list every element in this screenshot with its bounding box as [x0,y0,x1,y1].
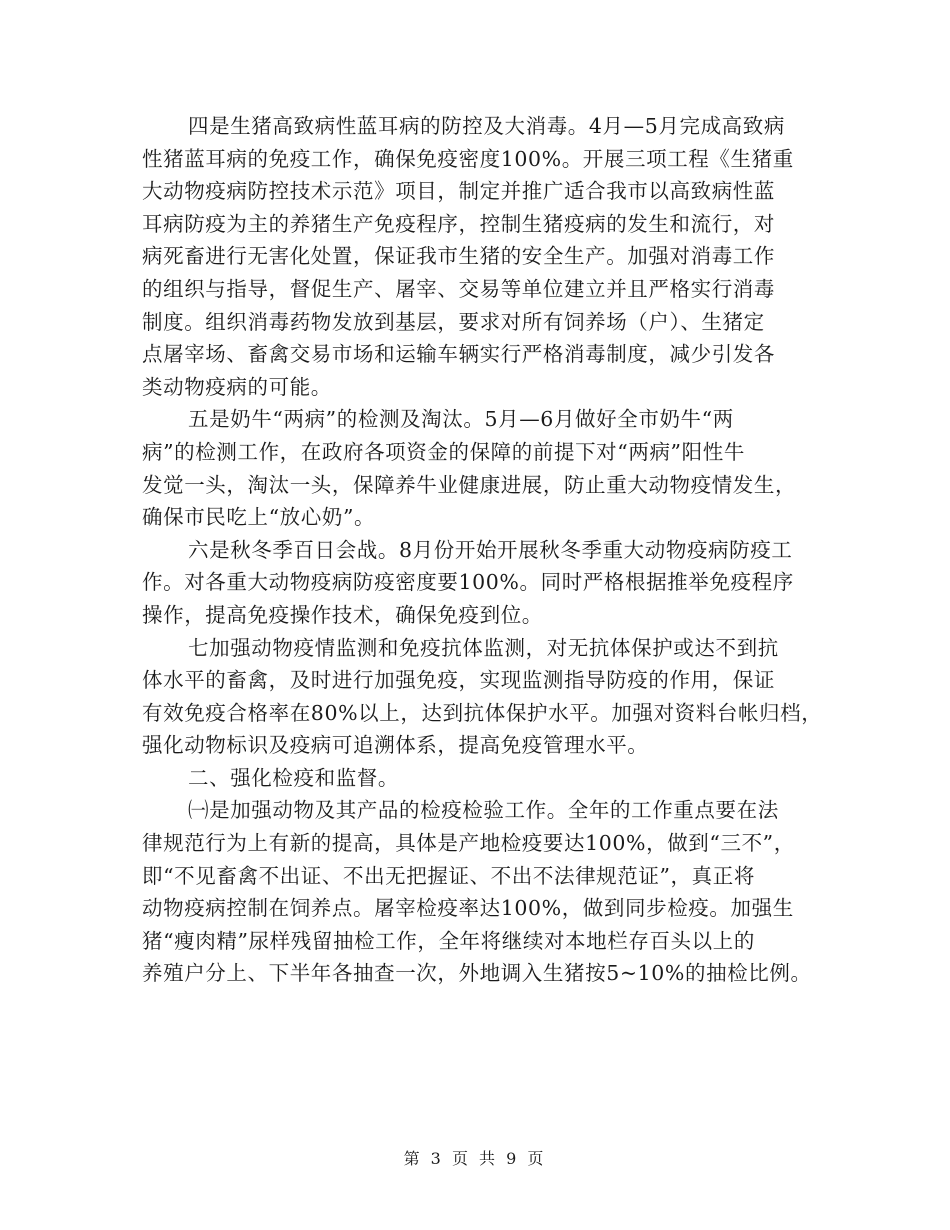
paragraph-quarantine-inspection [142,794,822,990]
paragraph-line: 强化动物标识及疫病可追溯体系，提高免疫管理水平。 [142,733,649,758]
paragraph-line: 即“不见畜禽不出证、不出无把握证、不出不法律规范证”，真正将 [142,863,755,888]
paragraph-line: 类动物疫病的可能。 [142,374,332,399]
paragraph-line: 确保市民吃上“放心奶”。 [142,505,376,530]
paragraph-line: 性猪蓝耳病的免疫工作，确保免疫密度100%。开展三项工程《生猪重 [142,146,794,171]
paragraph-line: 的组织与指导，督促生产、屠宰、交易等单位建立并且严格实行消毒 [142,276,775,301]
paragraph-blue-ear-disease [142,110,822,403]
section-heading-quarantine [142,762,822,795]
paragraph-line: ㈠是加强动物及其产品的检疫检验工作。全年的工作重点要在法 [188,798,779,823]
paragraph-line: 五是奶牛“两病”的检测及淘汰。5月—6月做好全市奶牛“两 [188,407,734,432]
paragraph-antibody-monitoring [142,632,822,762]
paragraph-line: 作。对各重大动物疫病防疫密度要100%。同时严格根据推举免疫程序 [142,570,794,595]
paragraph-line: 动物疫病控制在饲养点。屠宰检疫率达100%，做到同步检疫。加强生 [142,896,794,921]
section-heading: 二、强化检疫和监督。 [188,765,399,790]
paragraph-line: 制度。组织消毒药物发放到基层，要求对所有饲养场（户）、生猪定 [142,309,765,334]
paragraph-autumn-winter-campaign [142,534,822,632]
document-body [142,110,822,990]
paragraph-line: 耳病防疫为主的养猪生产免疫程序，控制生猪疫病的发生和流行，对 [142,211,775,236]
paragraph-line: 病”的检测工作，在政府各项资金的保障的前提下对“两病”阳性牛 [142,439,745,464]
paragraph-line: 养殖户分上、下半年各抽查一次，外地调入生猪按5~10%的抽检比例。 [142,961,812,986]
paragraph-line: 四是生猪高致病性蓝耳病的防控及大消毒。4月—5月完成高致病 [188,114,785,138]
paragraph-line: 体水平的畜禽，及时进行加强免疫，实现监测指导防疫的作用，保证 [142,668,775,693]
paragraph-line: 发觉一头，淘汰一头，保障养牛业健康进展，防止重大动物疫情发生， [142,472,797,497]
paragraph-dairy-cow-diseases [142,403,822,533]
paragraph-line: 病死畜进行无害化处置，保证我市生猪的安全生产。加强对消毒工作 [142,244,775,269]
paragraph-line: 大动物疫病防控技术示范》项目，制定并推广适合我市以高致病性蓝 [142,179,775,204]
paragraph-line: 有效免疫合格率在80%以上，达到抗体保护水平。加强对资料台帐归档， [142,700,823,725]
paragraph-line: 律规范行为上有新的提高，具体是产地检疫要达100%，做到“三不”， [142,831,795,856]
page-number-footer: 第 3 页 共 9 页 [403,1149,547,1168]
paragraph-line: 猪“瘦肉精”尿样残留抽检工作，全年将继续对本地栏存百头以上的 [142,928,755,953]
paragraph-line: 点屠宰场、畜禽交易市场和运输车辆实行严格消毒制度，减少引发各 [142,342,775,367]
paragraph-line: 七加强动物疫情监测和免疫抗体监测，对无抗体保护或达不到抗 [188,635,779,660]
paragraph-line: 操作，提高免疫操作技术，确保免疫到位。 [142,602,543,627]
paragraph-line: 六是秋冬季百日会战。8月份开始开展秋冬季重大动物疫病防疫工 [188,537,793,562]
